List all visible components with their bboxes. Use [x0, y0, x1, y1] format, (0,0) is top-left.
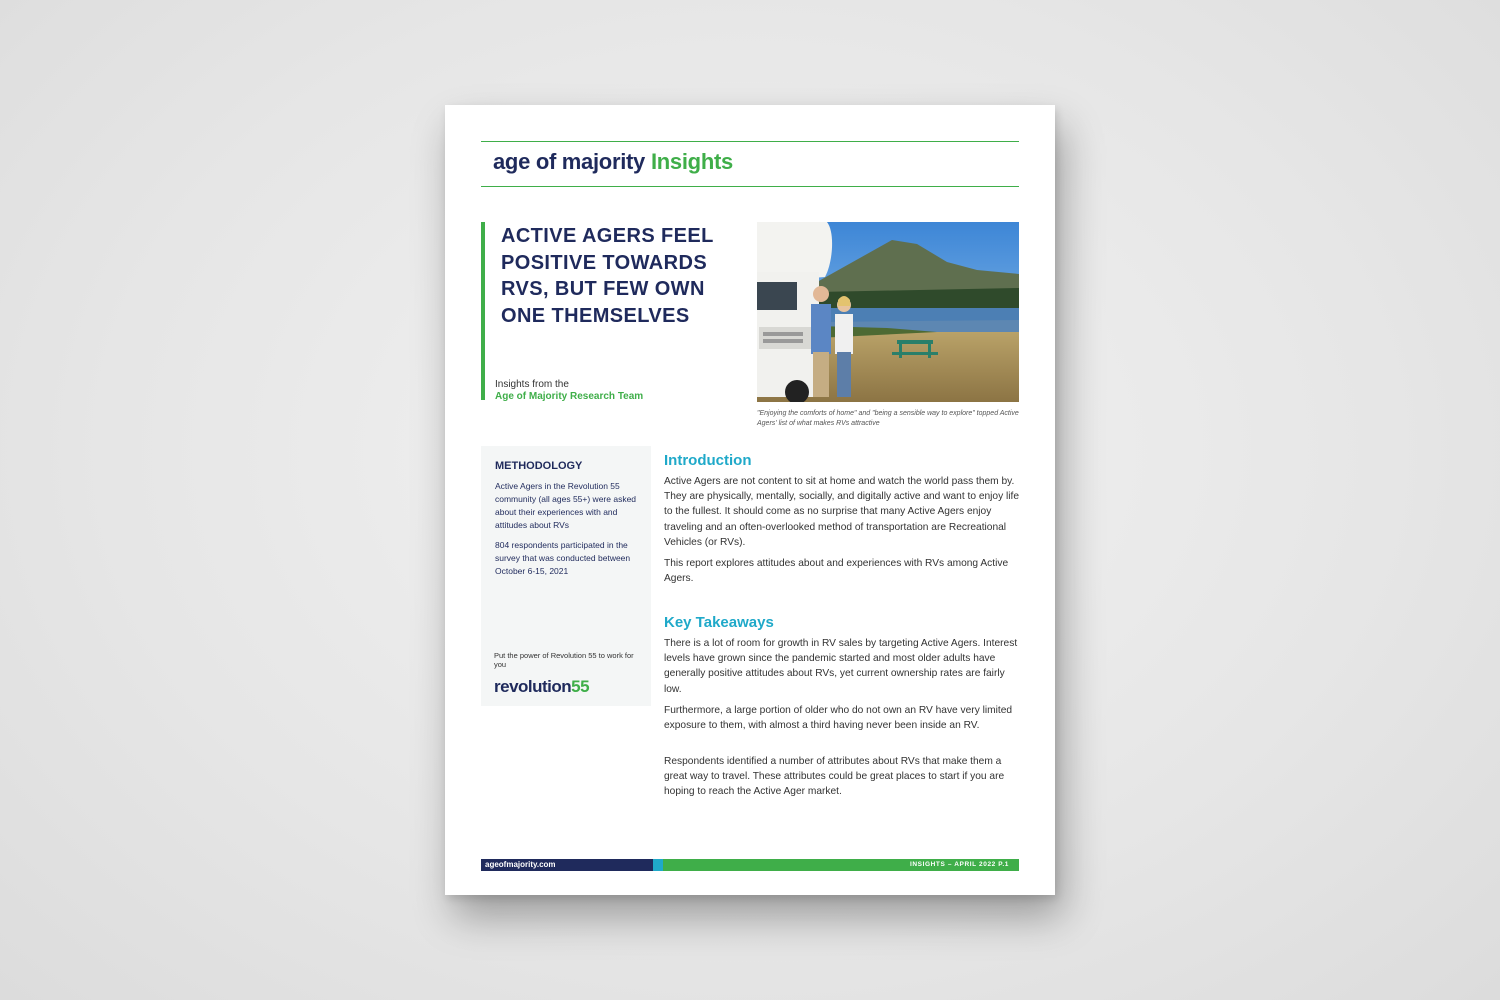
introduction-paragraph-1: Active Agers are not content to sit at home and watch the world pass them by. They are physically, mentally, socially, and digitally active and want to enjoy life to the fullest. It should come as no surprise that many Active Agers enjoy traveling and an often-overlooked method of transportation are Recreational Vehicles (or RVs).	[664, 476, 1020, 548]
key-takeaways-paragraph-2: Furthermore, a large portion of older who do not own an RV have very limited exposure to them, with almost a third having never been inside an RV.	[664, 705, 1013, 732]
footer-cyan-block	[653, 859, 663, 871]
byline-team: Age of Majority Research Team	[495, 391, 644, 402]
revolution55-logo-number: 55	[571, 677, 590, 696]
byline-prefix: Insights from the	[495, 379, 569, 390]
logo-main-text: age of majority	[493, 149, 645, 174]
methodology-title: METHODOLOGY	[495, 460, 583, 472]
key-takeaways-heading: Key Takeaways	[664, 614, 774, 631]
key-takeaways-paragraph-3: Respondents identified a number of attributes about RVs that make them a great way to travel. These attributes could be great places to start if you are hoping to reach the Active Ager market.	[664, 756, 1005, 798]
photo-caption: "Enjoying the comforts of home" and "being a sensible way to explore" topped Active Agers' list of what makes RVs attractive	[757, 410, 1019, 427]
header-top-rule	[481, 141, 1019, 142]
methodology-sidebar	[481, 446, 651, 706]
introduction-paragraph-2: This report explores attitudes about and experiences with RVs among Active Agers.	[664, 558, 1009, 585]
footer-url: ageofmajority.com	[485, 860, 556, 869]
brand-logo	[493, 149, 733, 175]
revolution55-logo-text: revolution	[494, 677, 572, 696]
footer-issue-page: INSIGHTS – APRIL 2022 P.1	[909, 861, 1009, 868]
logo-accent-text: Insights	[650, 149, 733, 174]
headline-accent-bar	[481, 222, 485, 400]
rv-photo	[757, 222, 1019, 402]
revolution55-logo	[494, 677, 589, 697]
document-page	[445, 105, 1055, 895]
introduction-heading: Introduction	[664, 452, 752, 469]
promo-text: Put the power of Revolution 55 to work for you	[494, 651, 634, 669]
methodology-paragraph-1: Active Agers in the Revolution 55 community (all ages 55+) were asked about their experiences with and attitudes about RVs	[495, 481, 637, 530]
footer-bar	[481, 859, 1019, 871]
header-bottom-rule	[481, 186, 1019, 187]
key-takeaways-paragraph-1: There is a lot of room for growth in RV sales by targeting Active Agers. Interest levels have grown since the pandemic started and most older adults have generally positive attitudes about RVs, yet current ownership rates are fairly low.	[664, 638, 1018, 695]
headline: ACTIVE AGERS FEEL POSITIVE TOWARDS RVS, BUT FEW OWN ONE THEMSELVES	[501, 225, 714, 327]
methodology-paragraph-2: 804 respondents participated in the survey that was conducted between October 6-15, 2021	[495, 540, 631, 576]
